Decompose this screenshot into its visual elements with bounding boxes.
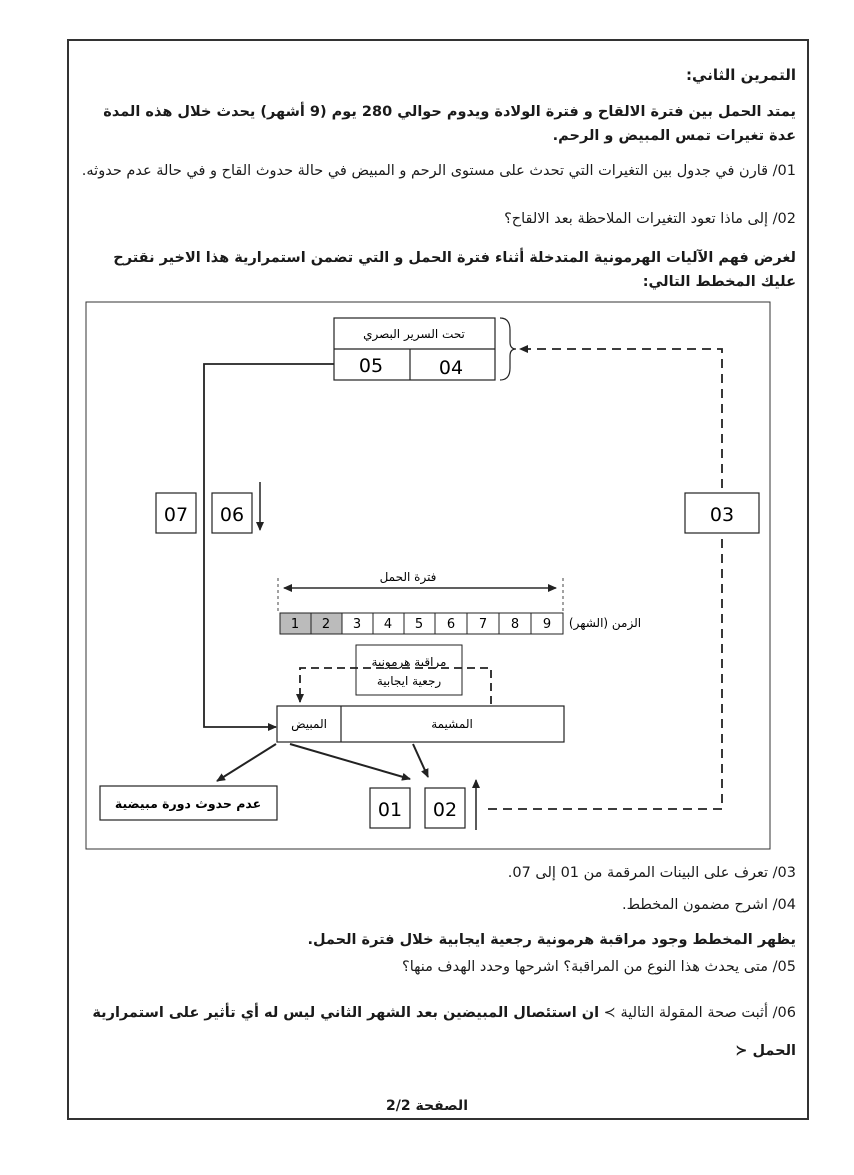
no-ovarian-cycle-label: عدم حدوث دورة مبيضية: [114, 796, 262, 811]
label-07: 07: [163, 504, 189, 526]
diagram-lead: لغرض فهم الآليات الهرمونية المتدخلة أثناء فترة الحمل و التي تضمن استمرارية هذا الاخير نقترح عليك المخطط التالي:: [113, 250, 796, 290]
feedback-line-1: مراقبة هرمونية: [371, 655, 447, 669]
month-4: 4: [383, 617, 393, 632]
question-01: 01/ قارن في جدول بين التغيرات التي تحدث على مستوى الرحم و المبيض في حالة حدوث القاح و في حالة عدم حدوثه.: [81, 163, 796, 179]
month-9: 9: [542, 617, 552, 632]
question-02: 02/ إلى ماذا تعود التغيرات الملاحظة بعد الالقاح؟: [504, 211, 796, 227]
label-02: 02: [432, 799, 458, 821]
label-04: 04: [438, 357, 464, 379]
ovary-label: المبيض: [291, 717, 327, 731]
label-05: 05: [358, 355, 384, 377]
arrow-to-02: [413, 744, 428, 777]
question-05: 05/ متى يحدث هذا النوع من المراقبة؟ اشرحها وحدد الهدف منها؟: [402, 959, 796, 975]
page-number: الصفحة 2/2: [386, 1098, 468, 1114]
exercise-intro: يمتد الحمل بين فترة الالقاح و فترة الولادة ويدوم حوالي 280 يوم (9 أشهر) يحدث خلال هذه المدة عدة تغيرات تمس المبيض و الرحم.: [103, 104, 796, 144]
path-05-to-ovary: [204, 364, 334, 727]
question-06-prefix: 06/ أثبت صحة المقولة التالية ≻: [599, 1005, 796, 1021]
question-06-quote: ان استئصال المبيضين بعد الشهر الثاني ليس له أي تأثير على استمرارية الحمل ≺: [92, 1005, 796, 1059]
question-03: 03/ تعرف على البينات المرقمة من 01 إلى 07.: [507, 865, 796, 881]
placenta-label: المشيمة: [431, 717, 473, 731]
month-7: 7: [478, 617, 488, 632]
month-1: 1: [290, 617, 300, 632]
time-axis-label: الزمن (الشهر): [568, 616, 642, 630]
feedback-line-2: رجعية ايجابية: [376, 674, 442, 688]
month-3: 3: [352, 617, 362, 632]
exercise-title: التمرين الثاني:: [686, 66, 796, 84]
label-06: 06: [219, 504, 245, 526]
month-6: 6: [446, 617, 456, 632]
observation-text: يظهر المخطط وجود مراقبة هرمونية رجعية ايجابية خلال فترة الحمل.: [307, 932, 796, 948]
hypothalamus-label: تحت السرير البصري: [363, 327, 465, 341]
question-06: [76, 994, 796, 1070]
arrow-to-no-cycle: [217, 744, 276, 781]
hypothalamus-box: [334, 318, 495, 380]
month-5: 5: [414, 617, 424, 632]
months-row: [280, 613, 563, 634]
question-04: 04/ اشرح مضمون المخطط.: [621, 897, 796, 913]
label-01: 01: [377, 799, 403, 821]
pregnancy-period-label: فترة الحمل: [379, 570, 437, 584]
arrow-to-01: [290, 744, 410, 779]
hypothalamus-brace: [500, 318, 516, 380]
month-8: 8: [510, 617, 520, 632]
label-03: 03: [709, 504, 735, 526]
month-2: 2: [321, 617, 331, 632]
